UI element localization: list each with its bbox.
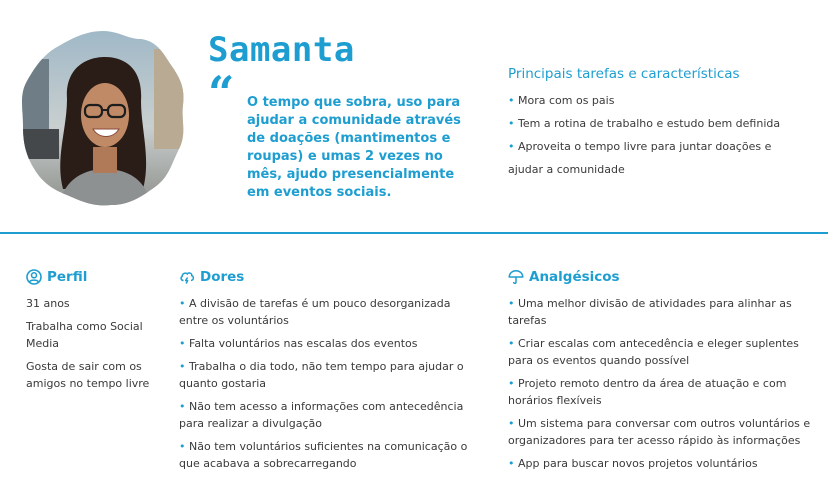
list-item: • Não tem acesso a informações com antecedência [179,400,464,413]
profile-list [26,295,166,392]
tasks-title: Principais tarefas e características [508,66,740,82]
section-divider [0,232,828,234]
list-item: • A divisão de tarefas é um pouco desorganizada [179,297,451,310]
list-item: Trabalha como Social [26,320,143,333]
list-item: • App para buscar novos projetos voluntários [508,457,758,470]
persona-photo [19,29,187,207]
list-item: • Mora com os pais [508,94,615,107]
pains-title: Dores [200,269,245,285]
umbrella-icon [508,269,524,285]
tasks-list [508,92,808,178]
list-item-continuation: para realizar a divulgação [179,417,322,430]
list-item-continuation: organizadores para ter acesso rápido às informações [508,434,801,447]
list-item: 31 anos [26,297,70,310]
list-item: • Um sistema para conversar com outros voluntários e [508,417,811,430]
list-item-continuation: amigos no tempo livre [26,377,150,390]
list-item: • Falta voluntários nas escalas dos eventos [179,337,418,350]
user-circle-icon [26,269,42,285]
list-item-continuation: ajudar a comunidade [508,163,625,176]
list-item: • Trabalha o dia todo, não tem tempo para ajudar o [179,360,464,373]
pains-header [179,269,244,285]
list-item-continuation: entre os voluntários [179,314,289,327]
profile-title: Perfil [47,269,88,285]
storm-cloud-icon [179,269,195,285]
list-item-continuation: para os eventos quando possível [508,354,690,367]
relief-list [508,295,818,472]
list-item: • Projeto remoto dentro da área de atuação e com [508,377,787,390]
relief-title: Analgésicos [529,269,620,285]
list-item-continuation: Media [26,337,60,350]
list-item: Gosta de sair com os [26,360,142,373]
list-item: • Criar escalas com antecedência e eleger suplentes [508,337,799,350]
list-item: • Tem a rotina de trabalho e estudo bem definida [508,117,781,130]
relief-header [508,269,620,285]
list-item: • Aproveita o tempo livre para juntar doações e [508,140,772,153]
quote-mark-icon: “ [208,66,235,120]
profile-header [26,269,87,285]
pains-list [179,295,479,472]
list-item-continuation: quanto gostaria [179,377,267,390]
list-item: • Não tem voluntários suficientes na comunicação o [179,440,468,453]
persona-quote: O tempo que sobra, uso para ajudar a comunidade através de doações (mantimentos e roupas) e umas 2 vezes no mês, ajudo presencialmente em eventos sociais. [247,95,461,200]
persona-name: Samanta [208,30,355,70]
list-item: • Uma melhor divisão de atividades para alinhar as tarefas [508,297,792,327]
list-item-continuation: que acabava a sobrecarregando [179,457,357,470]
list-item-continuation: horários flexíveis [508,394,602,407]
